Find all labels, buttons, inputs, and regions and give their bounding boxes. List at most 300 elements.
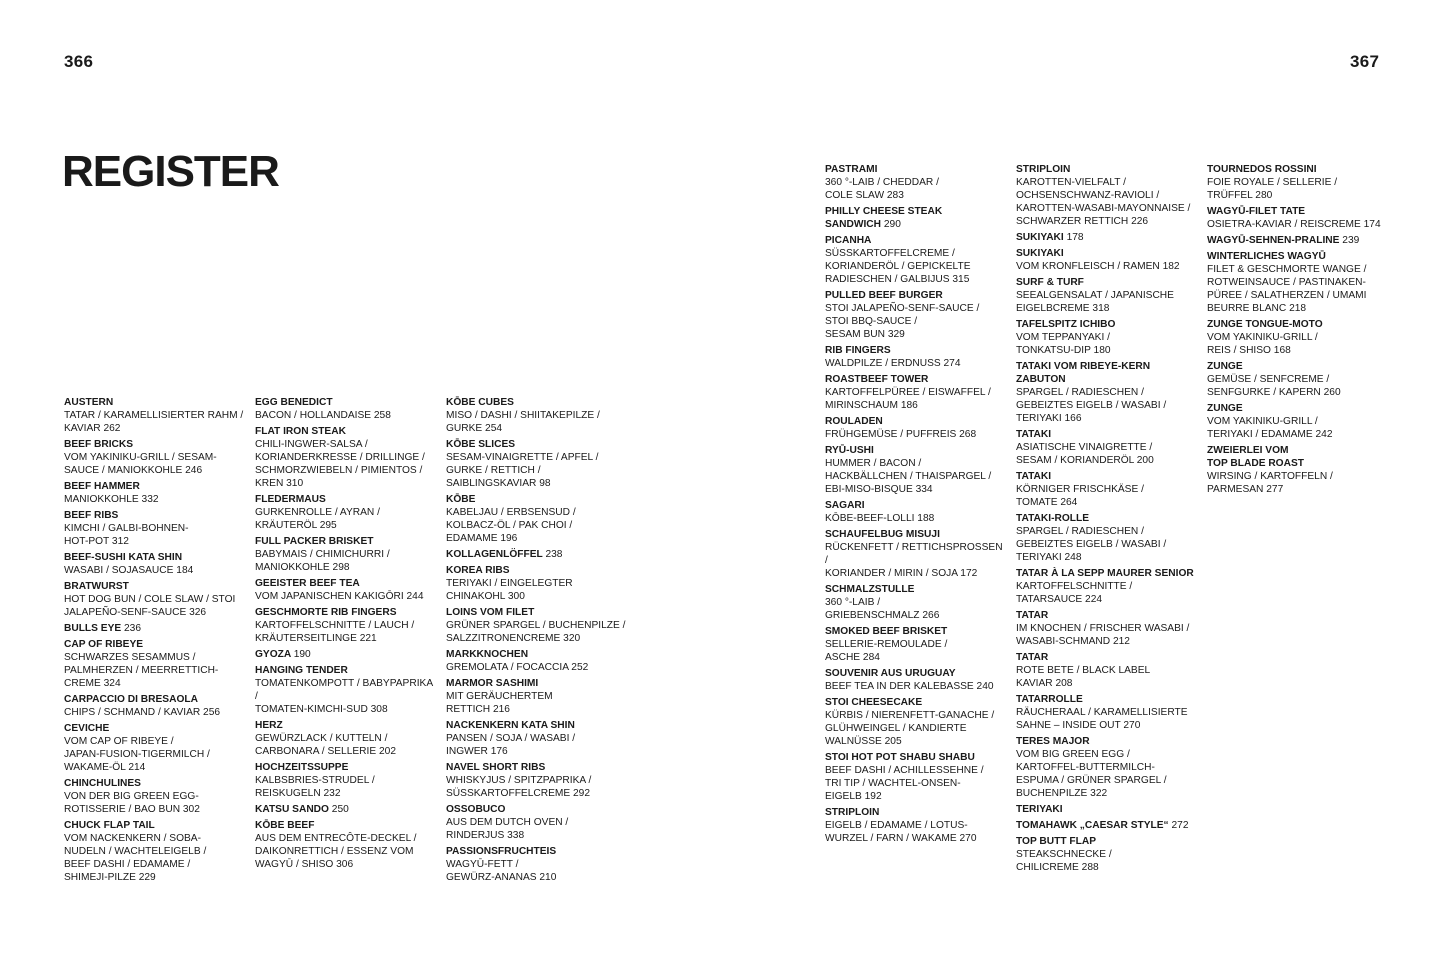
register-entry-title	[1016, 470, 1198, 483]
register-entry-details: KÜRBIS / NIERENFETT-GANACHE / GLÜHWEINGEL / KANDIERTE WALNÜSSE 205	[825, 710, 995, 747]
register-entry-title	[825, 806, 1007, 819]
register-entry-details: SPARGEL / RADIESCHEN / GEBEIZTES EIGELB / WASABI / TERIYAKI 248	[1016, 526, 1167, 563]
register-entry	[255, 425, 437, 490]
register-entry	[825, 163, 1007, 202]
register-entry	[825, 696, 1007, 748]
register-entry	[1207, 360, 1389, 399]
register-entry-title	[255, 606, 437, 619]
register-entry-title-text: GEEISTER BEEF TEA	[255, 578, 360, 589]
register-entry	[1016, 163, 1198, 228]
register-entry-title	[255, 493, 437, 506]
register-entry-details: GREMOLATA / FOCACCIA 252	[446, 662, 589, 673]
register-entry-title	[446, 438, 628, 451]
register-entry-title	[446, 396, 628, 409]
register-entry-title-text: HERZ	[255, 720, 283, 731]
register-entry-title	[1207, 444, 1389, 470]
register-entry-title	[1207, 360, 1389, 373]
register-entry-details: TATAR / KARAMELLISIERTER RAHM / KAVIAR 262	[64, 410, 244, 434]
register-entry-title	[64, 396, 246, 409]
register-entry-title-text: TATAR	[1016, 652, 1049, 663]
register-entry-title-text: PULLED BEEF BURGER	[825, 290, 943, 301]
register-entry-title-text: WAGYŪ-FILET TATE	[1207, 206, 1306, 217]
register-entry-title-text: STRIPLOIN	[1016, 164, 1071, 175]
register-entry-title	[446, 564, 628, 577]
register-entry-title-text: BEEF RIBS	[64, 510, 119, 521]
register-entry-details: VOM BIG GREEN EGG / KARTOFFEL-BUTTERMILCH- ESPUMA / GRÜNER SPARGEL / BUCHENPILZE 322	[1016, 749, 1167, 799]
register-entry-title	[1207, 250, 1389, 263]
register-entry-title	[446, 845, 628, 858]
register-entry-details: KABELJAU / ERBSENSUD / KOLBACZ-ÖL / PAK CHOI / EDAMAME 196	[446, 507, 576, 544]
register-entry-title-text: MARMOR SASHIMI	[446, 678, 539, 689]
register-entry-details: AUS DEM ENTRECÔTE-DECKEL / DAIKONRETTICH / ESSENZ VOM WAGYŪ / SHISO 306	[255, 833, 417, 870]
register-entry	[446, 548, 628, 561]
register-entry	[825, 583, 1007, 622]
register-entry	[255, 719, 437, 758]
register-entry-details: MANIOKKOHLE 332	[64, 494, 159, 505]
register-entry-details: FILET & GESCHMORTE WANGE / ROTWEINSAUCE / PASTINAKEN- PÜREE / SALATHERZEN / UMAMI BEURRE BLANC 218	[1207, 264, 1367, 314]
register-entry-title	[825, 583, 1007, 596]
register-entry	[255, 535, 437, 574]
register-entry-title-text: HOCHZEITSSUPPE	[255, 762, 349, 773]
page-title: REGISTER	[62, 147, 279, 196]
register-entry-title-text: LOINS VOM FILET	[446, 607, 535, 618]
register-entry-title-text: PASTRAMI	[825, 164, 878, 175]
register-entry-title	[255, 648, 437, 661]
register-entry	[1016, 735, 1198, 800]
register-entry-details: RÄUCHERAAL / KARAMELLISIERTE SAHNE – INSIDE OUT 270	[1016, 707, 1188, 731]
register-entry-title	[825, 667, 1007, 680]
register-entry-details: SEEALGENSALAT / JAPANISCHE EIGELBCREME 318	[1016, 290, 1174, 314]
register-entry	[1016, 360, 1198, 425]
register-entry-title	[1016, 318, 1198, 331]
register-entry-title	[64, 819, 246, 832]
register-entry-title	[825, 234, 1007, 247]
register-entry	[255, 664, 437, 716]
register-entry-title-text: ZUNGE	[1207, 403, 1243, 414]
register-entry-title-text: BEEF-SUSHI KATA SHIN	[64, 552, 183, 563]
register-entry-page: 190	[293, 649, 311, 660]
register-entry-details: TOMATENKOMPOTT / BABYPAPRIKA / TOMATEN-KIMCHI-SUD 308	[255, 678, 433, 715]
page-number-right: 367	[1350, 52, 1380, 71]
register-entry-title	[64, 638, 246, 651]
register-entry	[446, 719, 628, 758]
register-entry-title	[1207, 234, 1389, 247]
register-entry-title	[255, 664, 437, 677]
register-entry-details: KARTOFFELSCHNITTE / LAUCH / KRÄUTERSEITLINGE 221	[255, 620, 415, 644]
register-entry-title-text: OSSOBUCO	[446, 804, 506, 815]
register-entry-details: TERIYAKI / EINGELEGTER CHINAKOHL 300	[446, 578, 573, 602]
register-entry-title	[1016, 693, 1198, 706]
register-entry	[446, 845, 628, 884]
register-entry-title	[1207, 318, 1389, 331]
register-entry-title-text: KŌBE BEEF	[255, 820, 315, 831]
register-entry-details: VOM YAKINIKU-GRILL / TERIYAKI / EDAMAME 242	[1207, 416, 1333, 440]
register-entry	[825, 499, 1007, 525]
register-entry	[1016, 609, 1198, 648]
register-entry-title-text: TATAR À LA SEPP MAURER SENIOR	[1016, 568, 1194, 579]
page-number-left: 366	[64, 52, 94, 71]
register-entry-title	[64, 722, 246, 735]
register-entry-title	[446, 493, 628, 506]
register-entry	[64, 580, 246, 619]
register-entry	[825, 373, 1007, 412]
register-entry	[446, 396, 628, 435]
register-entry	[825, 751, 1007, 803]
register-entry-details: PANSEN / SOJA / WASABI / INGWER 176	[446, 733, 576, 757]
register-entry-title-text: SURF & TURF	[1016, 277, 1084, 288]
register-entry	[255, 493, 437, 532]
register-entry-details: KARTOFFELPÜREE / EISWAFFEL / MIRINSCHAUM 186	[825, 387, 991, 411]
register-entry-title-text: HANGING TENDER	[255, 665, 348, 676]
register-entry-title-text: TATAR	[1016, 610, 1049, 621]
register-entry-details: KŌBE-BEEF-LOLLI 188	[825, 513, 935, 524]
register-entry	[825, 806, 1007, 845]
register-entry	[255, 577, 437, 603]
register-entry-title	[446, 761, 628, 774]
register-entry	[64, 480, 246, 506]
register-entry	[825, 234, 1007, 286]
register-entry	[1016, 512, 1198, 564]
register-entry	[446, 648, 628, 674]
register-entry-title	[255, 719, 437, 732]
register-entry-title	[64, 580, 246, 593]
register-entry	[255, 648, 437, 661]
register-entry-details: STOI JALAPEÑO-SENF-SAUCE / STOI BBQ-SAUCE / SESAM BUN 329	[825, 303, 980, 340]
register-entry-page: 236	[124, 623, 142, 634]
register-entry-title	[446, 548, 628, 561]
register-entry	[255, 606, 437, 645]
register-column-1	[64, 396, 246, 887]
register-entry	[446, 606, 628, 645]
register-entry-details: GURKENROLLE / AYRAN / KRÄUTERÖL 295	[255, 507, 380, 531]
register-entry-title-text: ZUNGE	[1207, 361, 1243, 372]
register-entry-title-text: SOUVENIR AUS URUGUAY	[825, 668, 956, 679]
register-entry	[64, 396, 246, 435]
register-entry-details: CHIPS / SCHMAND / KAVIAR 256	[64, 707, 221, 718]
register-entry-details: WIRSING / KARTOFFELN / PARMESAN 277	[1207, 471, 1333, 495]
register-entry-title-text: ZUNGE TONGUE-MOTO	[1207, 319, 1323, 330]
register-entry-title	[1016, 247, 1198, 260]
register-entry-details: FRÜHGEMÜSE / PUFFREIS 268	[825, 429, 977, 440]
register-entry-title	[64, 693, 246, 706]
register-entry-title	[255, 803, 437, 816]
register-entry-title	[1016, 428, 1198, 441]
register-entry-details: VOM CAP OF RIBEYE / JAPAN-FUSION-TIGERMILCH / WAKAME-ÖL 214	[64, 736, 210, 773]
register-entry-details: KALBSBRIES-STRUDEL / REISKUGELN 232	[255, 775, 375, 799]
register-entry	[1207, 163, 1389, 202]
register-entry-title	[1207, 205, 1389, 218]
register-entry-title-text: NAVEL SHORT RIBS	[446, 762, 546, 773]
register-entry-title	[446, 648, 628, 661]
register-entry-details: KAROTTEN-VIELFALT / OCHSENSCHWANZ-RAVIOLI / KAROTTEN-WASABI-MAYONNAISE / SCHWARZER RETTICH 226	[1016, 177, 1191, 227]
register-entry-title-text: KŌBE SLICES	[446, 439, 516, 450]
register-entry-title-text: TOMAHAWK „CAESAR STYLE“	[1016, 820, 1169, 831]
register-entry-title	[825, 696, 1007, 709]
register-entry-title	[825, 373, 1007, 386]
register-entry-title-text: BEEF BRICKS	[64, 439, 134, 450]
register-entry	[255, 819, 437, 871]
register-entry	[1016, 835, 1198, 874]
register-entry-title	[1016, 651, 1198, 664]
register-entry-details: BEEF TEA IN DER KALEBASSE 240	[825, 681, 994, 692]
register-entry	[255, 396, 437, 422]
register-entry-title	[255, 396, 437, 409]
register-entry	[446, 438, 628, 490]
register-entry-title-text: CAP OF RIBEYE	[64, 639, 144, 650]
register-entry-title-text: CEVICHE	[64, 723, 110, 734]
register-entry-details: SELLERIE-REMOULADE / ASCHE 284	[825, 639, 948, 663]
register-entry-details: SCHWARZES SESAMMUS / PALMHERZEN / MEERRETTICH- CREME 324	[64, 652, 219, 689]
register-entry	[1016, 567, 1198, 606]
register-entry-title	[255, 425, 437, 438]
register-entry-details: STEAKSCHNECKE / CHILICREME 288	[1016, 849, 1112, 873]
register-entry-page: 238	[545, 549, 563, 560]
register-entry-details: BABYMAIS / CHIMICHURRI / MANIOKKOHLE 298	[255, 549, 390, 573]
register-entry-title-text: STRIPLOIN	[825, 807, 880, 818]
register-entry-title	[1016, 231, 1198, 244]
register-entry-title	[64, 551, 246, 564]
register-entry-details: MISO / DASHI / SHIITAKEPILZE / GURKE 254	[446, 410, 600, 434]
register-entry-title-text: TOP BUTT FLAP	[1016, 836, 1096, 847]
register-entry-title	[825, 499, 1007, 512]
register-entry-title-text: ROULADEN	[825, 416, 883, 427]
register-entry	[64, 509, 246, 548]
register-entry	[1207, 402, 1389, 441]
register-entry-title-text: TOURNEDOS ROSSINI	[1207, 164, 1317, 175]
register-entry	[1016, 276, 1198, 315]
register-entry-page: 272	[1171, 820, 1189, 831]
register-entry-title	[825, 415, 1007, 428]
register-entry-page: 290	[883, 219, 901, 230]
register-entry-title-text: BEEF HAMMER	[64, 481, 140, 492]
register-entry-details: WAGYŪ-FETT / GEWÜRZ-ANANAS 210	[446, 859, 557, 883]
register-entry-title-text: TERES MAJOR	[1016, 736, 1090, 747]
register-entry-title	[825, 444, 1007, 457]
register-entry	[825, 289, 1007, 341]
register-entry-title-text: WINTERLICHES WAGYŪ	[1207, 251, 1326, 262]
register-entry	[64, 693, 246, 719]
register-entry	[1016, 693, 1198, 732]
register-column-4	[825, 163, 1007, 848]
register-entry-title	[825, 625, 1007, 638]
register-entry-details: GEWÜRZLACK / KUTTELN / CARBONARA / SELLERIE 202	[255, 733, 396, 757]
register-entry-title-text: PICANHA	[825, 235, 872, 246]
register-entry	[825, 415, 1007, 441]
register-entry-title-text: ROASTBEEF TOWER	[825, 374, 929, 385]
register-entry-title-text: KŌBE	[446, 494, 476, 505]
register-entry-title-text: SMOKED BEEF BRISKET	[825, 626, 948, 637]
register-entry-title-text: SAGARI	[825, 500, 865, 511]
register-entry-details: VON DER BIG GREEN EGG- ROTISSERIE / BAO BUN 302	[64, 791, 200, 815]
register-entry	[825, 625, 1007, 664]
register-entry	[255, 803, 437, 816]
register-entry-title-text: TERIYAKI	[1016, 804, 1063, 815]
register-entry-title-text: CHINCHULINES	[64, 778, 141, 789]
register-entry-details: WHISKYJUS / SPITZPAPRIKA / SÜSSKARTOFFELCREME 292	[446, 775, 592, 799]
register-entry-title	[64, 509, 246, 522]
register-entry-details: SPARGEL / RADIESCHEN / GEBEIZTES EIGELB / WASABI / TERIYAKI 166	[1016, 387, 1167, 424]
register-entry-title	[64, 622, 246, 635]
register-entry-details: MIT GERÄUCHERTEM RETTICH 216	[446, 691, 553, 715]
register-entry-title	[1016, 567, 1198, 580]
register-entry-details: 360 °-LAIB / CHEDDAR / COLE SLAW 283	[825, 177, 939, 201]
register-entry	[1016, 803, 1198, 816]
register-entry-details: OSIETRA-KAVIAR / REISCREME 174	[1207, 219, 1381, 230]
register-entry-title	[446, 677, 628, 690]
register-entry	[446, 564, 628, 603]
register-entry-title	[446, 606, 628, 619]
register-entry-title-text: FLEDERMAUS	[255, 494, 326, 505]
register-entry-title-text: TATAKI VOM RIBEYE-KERN ZABUTON	[1016, 361, 1151, 385]
register-entry-title	[1016, 609, 1198, 622]
register-entry-title	[255, 819, 437, 832]
register-entry-details: VOM NACKENKERN / SOBA- NUDELN / WACHTELEIGELB / BEEF DASHI / EDAMAME / SHIMEJI-PILZE 229	[64, 833, 207, 883]
register-entry-title	[446, 803, 628, 816]
register-entry-details: AUS DEM DUTCH OVEN / RINDERJUS 338	[446, 817, 569, 841]
register-entry-title-text: TATAKI	[1016, 429, 1052, 440]
register-entry-title-text: KOREA RIBS	[446, 565, 510, 576]
register-entry	[255, 761, 437, 800]
register-entry-title	[1016, 819, 1198, 832]
register-entry-title	[825, 289, 1007, 302]
register-entry	[1016, 318, 1198, 357]
register-entry-details: ROTE BETE / BLACK LABEL KAVIAR 208	[1016, 665, 1151, 689]
register-entry-title	[1016, 163, 1198, 176]
register-entry	[825, 444, 1007, 496]
register-entry-title-text: GYOZA	[255, 649, 291, 660]
register-entry-title-text: WAGYŪ-SEHNEN-PRALINE	[1207, 235, 1340, 246]
register-entry-title	[1016, 735, 1198, 748]
register-entry-title-text: CARPACCIO DI BRESAOLA	[64, 694, 198, 705]
register-entry-title-text: SUKIYAKI	[1016, 248, 1064, 259]
register-entry-title-text: KATSU SANDO	[255, 804, 329, 815]
register-entry-title	[446, 719, 628, 732]
register-entry-title-text: TATARROLLE	[1016, 694, 1083, 705]
register-entry-details: HOT DOG BUN / COLE SLAW / STOI JALAPEÑO-SENF-SAUCE 326	[64, 594, 236, 618]
register-entry	[1016, 819, 1198, 832]
register-entry-page: 239	[1342, 235, 1360, 246]
register-entry-title-text: AUSTERN	[64, 397, 114, 408]
register-entry-title	[255, 535, 437, 548]
register-entry-title-text: KOLLAGENLÖFFEL	[446, 549, 543, 560]
register-entry-title	[64, 438, 246, 451]
register-column-2	[255, 396, 437, 874]
register-entry-title	[1207, 163, 1389, 176]
register-entry	[1016, 651, 1198, 690]
register-entry	[1207, 318, 1389, 357]
register-entry-details: HUMMER / BACON / HACKBÄLLCHEN / THAISPARGEL / EBI-MISO-BISQUE 334	[825, 458, 992, 495]
register-entry-title	[1207, 402, 1389, 415]
register-entry-title-text: CHUCK FLAP TAIL	[64, 820, 155, 831]
register-entry-details: FOIE ROYALE / SELLERIE / TRÜFFEL 280	[1207, 177, 1338, 201]
register-entry-title-text: PASSIONSFRUCHTEIS	[446, 846, 557, 857]
register-entry-details: VOM JAPANISCHEN KAKIGŌRI 244	[255, 591, 424, 602]
register-entry-title-text: STOI CHEESECAKE	[825, 697, 923, 708]
register-entry-title-text: BRATWURST	[64, 581, 129, 592]
register-entry	[825, 528, 1007, 580]
register-column-5	[1016, 163, 1198, 877]
register-entry-title-text: FULL PACKER BRISKET	[255, 536, 374, 547]
register-entry-details: WASABI / SOJASAUCE 184	[64, 565, 194, 576]
register-entry	[1016, 428, 1198, 467]
register-entry-title	[1016, 276, 1198, 289]
register-entry-details: GRÜNER SPARGEL / BUCHENPILZE / SALZZITRONENCREME 320	[446, 620, 626, 644]
register-entry-details: KÖRNIGER FRISCHKÄSE / TOMATE 264	[1016, 484, 1144, 508]
register-entry	[1207, 250, 1389, 315]
register-entry	[64, 551, 246, 577]
register-entry	[1207, 234, 1389, 247]
register-entry-title-text: SCHAUFELBUG MISUJI	[825, 529, 940, 540]
register-entry	[64, 638, 246, 690]
register-entry-title-text: EGG BENEDICT	[255, 397, 333, 408]
register-entry	[446, 761, 628, 800]
register-entry-title	[1016, 360, 1198, 386]
register-entry	[1016, 470, 1198, 509]
register-entry-details: BEEF DASHI / ACHILLESSEHNE / TRI TIP / WACHTEL-ONSEN- EIGELB 192	[825, 765, 984, 802]
register-entry-title-text: TATAKI-ROLLE	[1016, 513, 1089, 524]
register-entry-title-text: SUKIYAKI	[1016, 232, 1064, 243]
register-entry-title	[1016, 835, 1198, 848]
register-entry	[1016, 231, 1198, 244]
register-entry	[446, 677, 628, 716]
register-entry	[1207, 444, 1389, 496]
register-entry-details: EIGELB / EDAMAME / LOTUS- WURZEL / FARN / WAKAME 270	[825, 820, 977, 844]
register-entry-details: VOM TEPPANYAKI / TONKATSU-DIP 180	[1016, 332, 1111, 356]
register-entry-title	[825, 751, 1007, 764]
register-entry	[64, 777, 246, 816]
register-entry-details: KARTOFFELSCHNITTE / TATARSAUCE 224	[1016, 581, 1133, 605]
register-entry-title	[64, 480, 246, 493]
register-entry-details: CHILI-INGWER-SALSA / KORIANDERKRESSE / DRILLINGE / SCHMORZWIEBELN / PIMIENTOS / KREN 310	[255, 439, 425, 489]
register-entry-title	[64, 777, 246, 790]
register-entry-details: WALDPILZE / ERDNUSS 274	[825, 358, 961, 369]
register-column-3	[446, 396, 628, 887]
register-entry-title-text: RYŪ-USHI	[825, 445, 874, 456]
register-entry-details: BACON / HOLLANDAISE 258	[255, 410, 391, 421]
register-entry-details: ASIATISCHE VINAIGRETTE / SESAM / KORIANDERÖL 200	[1016, 442, 1154, 466]
register-entry-title-text: SCHMALZSTULLE	[825, 584, 915, 595]
register-entry-details: VOM YAKINIKU-GRILL / REIS / SHISO 168	[1207, 332, 1318, 356]
register-entry-title	[255, 577, 437, 590]
register-entry-title-text: GESCHMORTE RIB FINGERS	[255, 607, 397, 618]
register-entry-details: RÜCKENFETT / RETTICHSPROSSEN / KORIANDER / MIRIN / SOJA 172	[825, 542, 1003, 579]
register-entry	[1016, 247, 1198, 273]
register-column-6	[1207, 163, 1389, 499]
register-entry	[825, 344, 1007, 370]
register-entry-details: VOM KRONFLEISCH / RAMEN 182	[1016, 261, 1180, 272]
register-entry	[825, 667, 1007, 693]
register-entry-title	[255, 761, 437, 774]
register-entry-title-text: KŌBE CUBES	[446, 397, 514, 408]
register-entry-details: VOM YAKINIKU-GRILL / SESAM- SAUCE / MANIOKKOHLE 246	[64, 452, 217, 476]
register-entry-title	[825, 205, 1007, 231]
register-entry	[1207, 205, 1389, 231]
register-entry	[64, 722, 246, 774]
register-entry-title-text: BULLS EYE	[64, 623, 122, 634]
register-entry-title-text: FLAT IRON STEAK	[255, 426, 346, 437]
register-entry	[825, 205, 1007, 231]
register-entry	[64, 622, 246, 635]
register-entry-page: 250	[331, 804, 349, 815]
register-entry-title	[825, 528, 1007, 541]
register-entry	[446, 803, 628, 842]
register-entry	[446, 493, 628, 545]
register-entry-title	[1016, 803, 1198, 816]
register-entry-title-text: PHILLY CHEESE STEAK SANDWICH	[825, 206, 943, 230]
register-entry	[64, 438, 246, 477]
register-entry-title-text: TATAKI	[1016, 471, 1052, 482]
register-entry-title-text: ZWEIERLEI VOM TOP BLADE ROAST	[1207, 445, 1304, 469]
